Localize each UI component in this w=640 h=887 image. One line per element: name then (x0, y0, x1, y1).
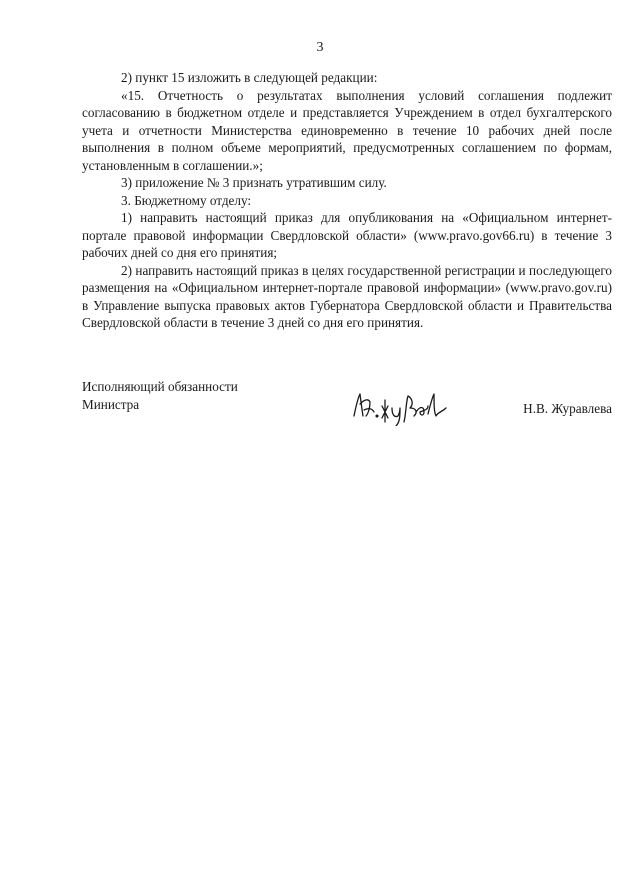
signatory-position-line1: Исполняющий обязанности (82, 379, 238, 394)
paragraph-item-3: 3) приложение № 3 признать утратившим силу. (121, 175, 387, 190)
paragraph-publish-order: 1) направить настоящий приказ для опубликования на «Официальном интернет-портале правовой информации Свердловской области» (www.pravo.gov66.ru) в течение 3 рабочих дней со дня его принятия; (82, 210, 612, 260)
signatory-name: Н.В. Журавлева (523, 401, 612, 416)
paragraph-section-3: 3. Бюджетному отделу: (121, 192, 252, 208)
document-body (82, 69, 612, 332)
paragraph-registration-order: 2) направить настоящий приказ в целях государственной регистрации и последующего размещения на «Официальном интернет-портале правовой информации» (www.pravo.gov.ru) в Управление выпуска правовых актов Губернатора Свердловской области и Правительства Свердловской области в течение 3 дней со дня его принятия. (82, 262, 612, 330)
signatory-position-line2: Министра (82, 396, 140, 412)
page-number: 3 (316, 40, 324, 55)
handwritten-signature (350, 386, 450, 426)
paragraph-item-2: 2) пункт 15 изложить в следующей редакции: (121, 70, 378, 85)
signatory-position (82, 378, 238, 413)
signature-block (82, 378, 612, 428)
paragraph-new-clause-15: «15. Отчетность о результатах выполнения условий соглашения подлежит согласованию в бюджетном отделе и представляется Учреждением в отдел бухгалтерского учета и отчетности Министерства единовременно в течение 10 рабочих дней после выполнения в полном объеме мероприятий, предусмотренных соглашением по формам, установленным в соглашении.»; (82, 87, 612, 173)
